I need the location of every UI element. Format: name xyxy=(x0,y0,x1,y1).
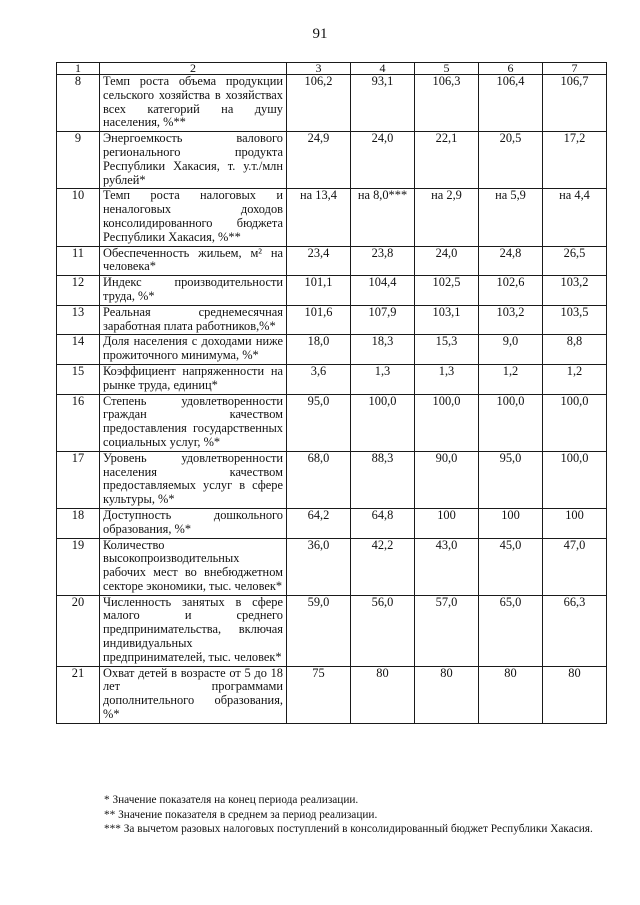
indicator-value: 9,0 xyxy=(479,335,543,365)
indicator-value: 100,0 xyxy=(543,451,607,508)
indicator-value: на 8,0*** xyxy=(351,189,415,246)
row-number: 21 xyxy=(57,666,100,723)
indicator-value: 24,8 xyxy=(479,246,543,276)
row-number: 11 xyxy=(57,246,100,276)
indicator-name: Реальная среднемесячная заработная плата работников,%* xyxy=(100,305,287,335)
indicator-value: 23,4 xyxy=(287,246,351,276)
indicator-value: на 4,4 xyxy=(543,189,607,246)
table-row xyxy=(57,451,607,508)
indicator-value: 80 xyxy=(479,666,543,723)
indicator-value: 18,3 xyxy=(351,335,415,365)
indicator-name: Количество высокопроизводительных рабочих мест во внебюджетном секторе экономики, тыс. человек* xyxy=(100,538,287,595)
indicator-value: 80 xyxy=(415,666,479,723)
indicator-value: 18,0 xyxy=(287,335,351,365)
indicator-name: Доступность дошкольного образования, %* xyxy=(100,508,287,538)
indicator-value: 1,2 xyxy=(543,364,607,394)
row-number: 13 xyxy=(57,305,100,335)
row-number: 15 xyxy=(57,364,100,394)
indicator-value: 1,2 xyxy=(479,364,543,394)
indicator-value: 15,3 xyxy=(415,335,479,365)
row-number: 17 xyxy=(57,451,100,508)
row-number: 20 xyxy=(57,595,100,666)
indicator-value: 80 xyxy=(351,666,415,723)
column-header: 1 xyxy=(57,63,100,75)
row-number: 18 xyxy=(57,508,100,538)
column-header: 6 xyxy=(479,63,543,75)
table-row xyxy=(57,538,607,595)
indicator-value: 24,0 xyxy=(351,132,415,189)
indicator-value: 43,0 xyxy=(415,538,479,595)
indicator-value: 100 xyxy=(415,508,479,538)
indicator-value: 95,0 xyxy=(479,451,543,508)
indicator-value: 8,8 xyxy=(543,335,607,365)
indicator-value: 106,4 xyxy=(479,75,543,132)
indicator-value: 106,7 xyxy=(543,75,607,132)
indicator-value: 65,0 xyxy=(479,595,543,666)
indicator-value: на 13,4 xyxy=(287,189,351,246)
indicator-value: 26,5 xyxy=(543,246,607,276)
indicator-value: на 2,9 xyxy=(415,189,479,246)
table-row xyxy=(57,666,607,723)
indicator-value: на 5,9 xyxy=(479,189,543,246)
indicator-value: 100,0 xyxy=(543,394,607,451)
row-number: 16 xyxy=(57,394,100,451)
table-row xyxy=(57,276,607,306)
indicator-value: 59,0 xyxy=(287,595,351,666)
indicator-name: Индекс производительности труда, %* xyxy=(100,276,287,306)
indicator-value: 42,2 xyxy=(351,538,415,595)
indicator-value: 100,0 xyxy=(479,394,543,451)
indicator-value: 57,0 xyxy=(415,595,479,666)
indicator-name: Темп роста объема продукции сельского хозяйства в хозяйствах всех категорий на душу населения, %** xyxy=(100,75,287,132)
table-row xyxy=(57,305,607,335)
indicator-name: Уровень удовлетворенности населения качеством предоставляемых услуг в сфере культуры, %* xyxy=(100,451,287,508)
indicator-value: 90,0 xyxy=(415,451,479,508)
indicator-name: Численность занятых в сфере малого и среднего предпринимательства, включая индивидуальных предпринимателей, тыс. человек* xyxy=(100,595,287,666)
row-number: 8 xyxy=(57,75,100,132)
indicators-table xyxy=(56,62,607,724)
column-header: 7 xyxy=(543,63,607,75)
indicator-value: 1,3 xyxy=(415,364,479,394)
indicator-value: 24,0 xyxy=(415,246,479,276)
indicator-name: Коэффициент напряженности на рынке труда, единиц* xyxy=(100,364,287,394)
indicator-value: 100,0 xyxy=(415,394,479,451)
indicator-value: 93,1 xyxy=(351,75,415,132)
row-number: 10 xyxy=(57,189,100,246)
indicator-value: 104,4 xyxy=(351,276,415,306)
column-header: 4 xyxy=(351,63,415,75)
indicator-value: 101,6 xyxy=(287,305,351,335)
indicator-value: 102,6 xyxy=(479,276,543,306)
table-row xyxy=(57,132,607,189)
indicator-value: 45,0 xyxy=(479,538,543,595)
indicator-value: 64,8 xyxy=(351,508,415,538)
footnote: *** За вычетом разовых налоговых поступлений в консолидированный бюджет Республики Хакасия. xyxy=(104,823,593,836)
indicator-value: 17,2 xyxy=(543,132,607,189)
indicator-name: Энергоемкость валового регионального продукта Республики Хакасия, т. у.т./млн рублей* xyxy=(100,132,287,189)
page-number: 91 xyxy=(312,26,328,42)
column-header: 3 xyxy=(287,63,351,75)
footnote: * Значение показателя на конец периода реализации. xyxy=(104,794,359,806)
indicator-value: 88,3 xyxy=(351,451,415,508)
indicator-value: 3,6 xyxy=(287,364,351,394)
table-row xyxy=(57,595,607,666)
table-row xyxy=(57,508,607,538)
row-number: 14 xyxy=(57,335,100,365)
indicator-name: Степень удовлетворенности граждан качеством предоставления государственных социальных услуг, %* xyxy=(100,394,287,451)
indicator-value: 103,2 xyxy=(543,276,607,306)
indicator-value: 100,0 xyxy=(351,394,415,451)
indicator-value: 56,0 xyxy=(351,595,415,666)
row-number: 19 xyxy=(57,538,100,595)
indicator-value: 103,2 xyxy=(479,305,543,335)
footnotes xyxy=(104,793,604,837)
indicator-value: 24,9 xyxy=(287,132,351,189)
indicator-value: 107,9 xyxy=(351,305,415,335)
table-row xyxy=(57,189,607,246)
indicator-value: 103,1 xyxy=(415,305,479,335)
indicator-name: Охват детей в возрасте от 5 до 18 лет программами дополнительного образования, %* xyxy=(100,666,287,723)
table-row xyxy=(57,335,607,365)
column-header: 5 xyxy=(415,63,479,75)
indicator-value: 64,2 xyxy=(287,508,351,538)
row-number: 9 xyxy=(57,132,100,189)
table-row xyxy=(57,246,607,276)
indicator-value: 106,2 xyxy=(287,75,351,132)
indicator-value: 102,5 xyxy=(415,276,479,306)
indicator-name: Доля населения с доходами ниже прожиточного минимума, %* xyxy=(100,335,287,365)
indicator-value: 36,0 xyxy=(287,538,351,595)
indicator-value: 101,1 xyxy=(287,276,351,306)
indicator-value: 1,3 xyxy=(351,364,415,394)
table-row xyxy=(57,364,607,394)
table-row xyxy=(57,75,607,132)
indicator-value: 68,0 xyxy=(287,451,351,508)
indicator-value: 75 xyxy=(287,666,351,723)
indicator-value: 80 xyxy=(543,666,607,723)
indicator-value: 100 xyxy=(479,508,543,538)
indicator-value: 66,3 xyxy=(543,595,607,666)
column-header: 2 xyxy=(100,63,287,75)
indicator-value: 103,5 xyxy=(543,305,607,335)
table-row xyxy=(57,394,607,451)
indicator-value: 23,8 xyxy=(351,246,415,276)
indicator-value: 100 xyxy=(543,508,607,538)
indicator-value: 95,0 xyxy=(287,394,351,451)
table-header-row xyxy=(57,63,607,75)
indicator-value: 47,0 xyxy=(543,538,607,595)
indicator-value: 22,1 xyxy=(415,132,479,189)
row-number: 12 xyxy=(57,276,100,306)
indicator-value: 20,5 xyxy=(479,132,543,189)
footnote: ** Значение показателя в среднем за период реализации. xyxy=(104,808,378,821)
indicator-name: Темп роста налоговых и неналоговых доходов консолидированного бюджета Республики Хакасия, %** xyxy=(100,189,287,246)
indicator-value: 106,3 xyxy=(415,75,479,132)
indicator-name: Обеспеченность жильем, м² на человека* xyxy=(100,246,287,276)
